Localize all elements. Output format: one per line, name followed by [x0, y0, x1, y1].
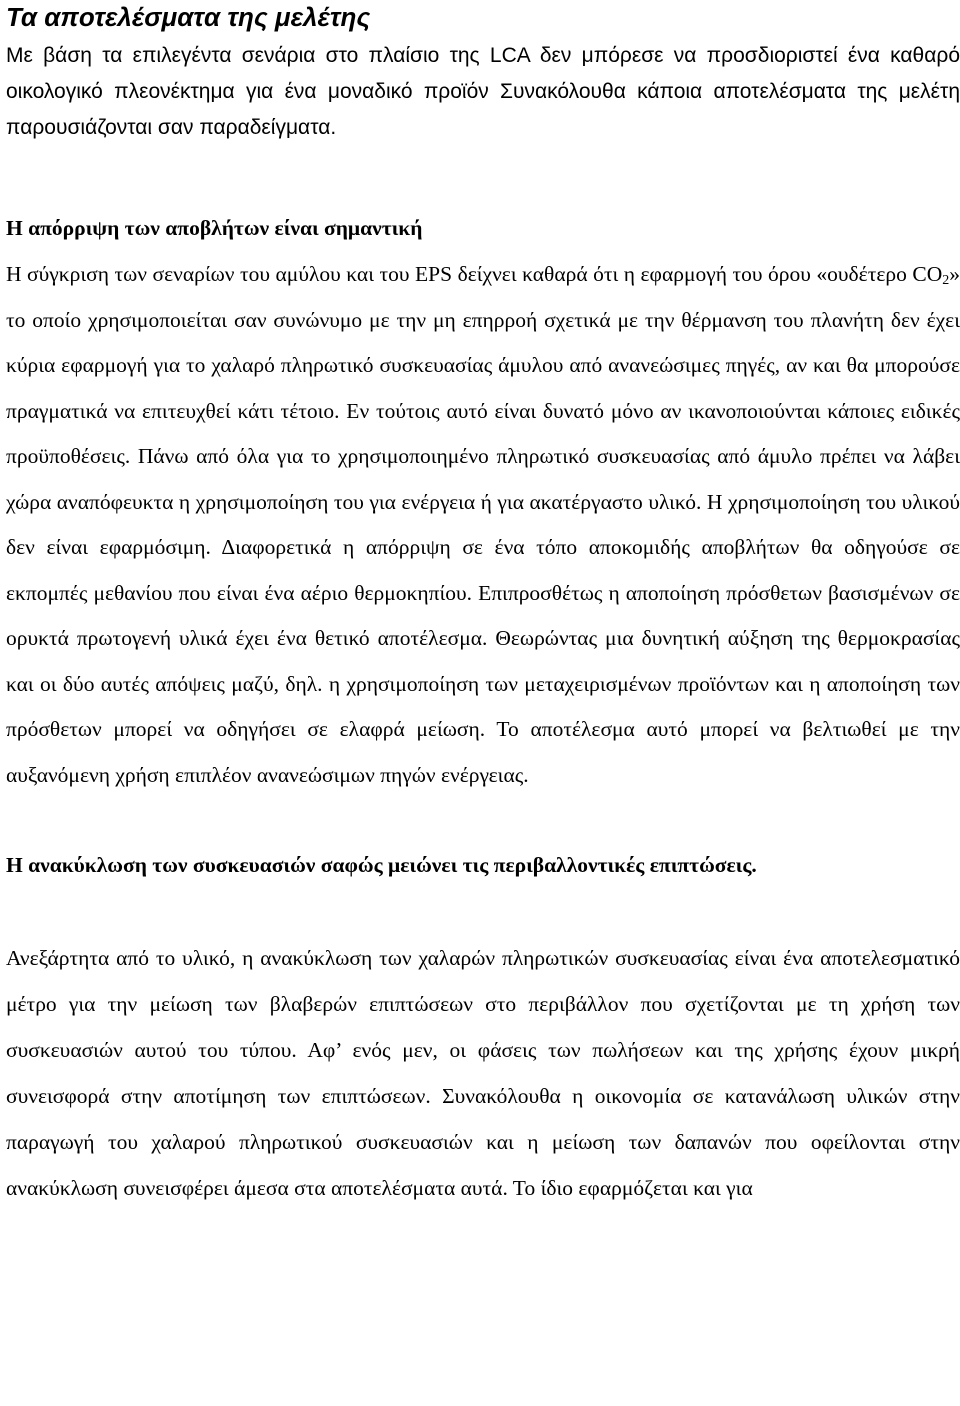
section-paragraph-waste-disposal	[6, 252, 960, 798]
document-title: Τα αποτελέσματα της μελέτης	[6, 2, 371, 32]
paragraph-text-after-co2: » το οποίο χρησιμοποιείται σαν συνώνυμο με την μη επηρροή σχετικά με την θέρμανση του πλανήτη δεν έχει κύρια εφαρμογή για το χαλαρό πληρωτικό συσκευασίας άμυλου από ανανεώσιμες πηγές, αν και θα μπορούσε πραγματικά να επιτευχθεί κάτι τέτοιο. Εν τούτοις αυτό είναι δυνατό μόνο αν ικανοποιούνται κάποιες ειδικές προϋποθέσεις. Πάνω από όλα για το χρησιμοποιημένο πληρωτικό συσκευασίας από άμυλο πρέπει να λάβει χώρα αναπόφευκτα η χρησιμοποίηση του για ενέργεια ή για ακατέργαστο υλικό. Η χρησιμοποίηση του υλικού δεν είναι εφαρμόσιμη. Διαφορετικά η απόρριψη σε ένα τόπο αποκομιδής αποβλήτων θα οδηγούσε σε εκπομπές μεθανίου που είναι ένα αέριο θερμοκηπίου. Επιπροσθέτως η αποποίηση πρόσθετων βασισμένων σε ορυκτά πρωτογενή υλικά έχει ένα θετικό αποτέλεσμα. Θεωρώντας μια δυνητική αύξηση της θερμοκρασίας και οι δύο αυτές απόψεις μαζύ, δηλ. η χρησιμοποίηση των μεταχειρισμένων προϊόντων και η αποποίηση των πρόσθετων μπορεί να οδηγήσει σε ελαφρά μείωση. Το αποτέλεσμα αυτό μπορεί να βελτιωθεί με την αυξανόμενη χρήση επιπλέον ανανεώσιμων πηγών ενέργειας.	[6, 262, 960, 787]
intro-paragraph: Με βάση τα επιλεγέντα σενάρια στο πλαίσιο της LCA δεν μπόρεσε να προσδιοριστεί ένα καθαρό οικολογικό πλεονέκτημα για ένα μοναδικό προϊόν Συνακόλουθα κάποια αποτελέσματα της μελέτη παρουσιάζονται σαν παραδείγματα.	[6, 44, 960, 139]
section-paragraph-recycling: Ανεξάρτητα από το υλικό, η ανακύκλωση των χαλαρών πληρωτικών συσκευασίας είναι ένα αποτελεσματικό μέτρο για την μείωση των βλαβερών επιπτώσεων στο περιβάλλον που σχετίζονται με τη χρήση των συσκευασιών αυτού του τύπου. Αφ’ ενός μεν, οι φάσεις των πωλήσεων και της χρήσης έχουν μικρή συνεισφορά στην αποτίμηση των επιπτώσεων. Συνακόλουθα η οικονομία σε κατανάλωση υλικών στην παραγωγή του χαλαρού πληρωτικού συσκευασιών και η μείωση των δαπανών που οφείλονται στην ανακύκλωση συνεισφέρει άμεσα στα αποτελέσματα αυτά. Το ίδιο εφαρμόζεται και για	[6, 946, 960, 1200]
co2-subscript: 2	[942, 273, 950, 288]
paragraph-text-before-co2: Η σύγκριση των σεναρίων του αμύλου και του EPS δείχνει καθαρά ότι η εφαρμογή του όρου «ουδέτερο CO	[6, 262, 943, 286]
section-heading-recycling: Η ανακύκλωση των συσκευασιών σαφώς μειώνει τις περιβαλλοντικές επιπτώσεις.	[6, 853, 757, 877]
section-heading-waste-disposal: Η απόρριψη των αποβλήτων είναι σημαντική	[6, 216, 423, 240]
